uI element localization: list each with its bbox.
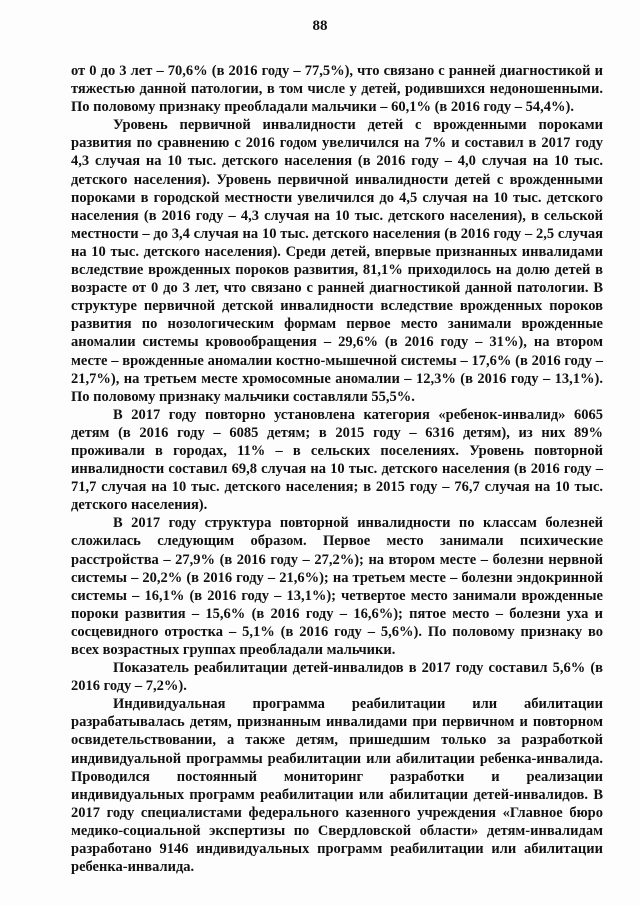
paragraph-repeat-disability: В 2017 году повторно установлена категория «ребенок-инвалид» 6065 детям (в 2016 году – 6085 детям; в 2015 году – 6316 детям), из них 89% проживали в городах, 11% – в сельских поселениях. Уровень повторной инвалидности составил 69,8 случая на 10 тыс. детского населения (в 2016 году – 71,7 случая на 10 тыс. детского населения; в 2015 году – 76,7 случая на 10 тыс. детского населения). bbox=[71, 406, 603, 514]
paragraph-continuation: от 0 до 3 лет – 70,6% (в 2016 году – 77,5%), что связано с ранней диагностикой и тяжестью данной патологии, в том числе у детей, родившихся недоношенными. По половому признаку преобладали мальчики – 60,1% (в 2016 году – 54,4%). bbox=[71, 63, 603, 116]
paragraph-rehabilitation-rate: Показатель реабилитации детей-инвалидов в 2017 году составил 5,6% (в 2016 году – 7,2%). bbox=[71, 660, 603, 695]
paragraph-repeat-structure: В 2017 году структура повторной инвалидности по классам болезней сложилась следующим образом. Первое место занимали психические расстройства – 27,9% (в 2016 году – 27,2%); на втором месте – болезни нервной системы – 20,2% (в 2016 году – 21,6%); на третьем месте – болезни эндокринной системы – 16,1% (в 2016 году – 13,1%); четвертое место занимали врожденные пороки развития – 15,6% (в 2016 году – 16,6%); пятое место – болезни уха и сосцевидного отростка – 5,1% (в 2016 году – 5,6%). По половому признаку во всех возрастных группах преобладали мальчики. bbox=[71, 515, 603, 658]
page-number: 88 bbox=[312, 18, 328, 34]
paragraph-individual-programs: Индивидуальная программа реабилитации или абилитации разрабатывалась детям, признанным инвалидами при первичном и повторном освидетельствовании, а также детям, пришедшим только за разработкой индивидуальной программы реабилитации или абилитации ребенка-инвалида. Проводился постоянный мониторинг разработки и реализации индивидуальных программ реабилитации или абилитации детей-инвалидов. В 2017 году специалистами федерального казенного учреждения «Главное бюро медико-социальной экспертизы по Свердловской области» детям-инвалидам разработано 9146 индивидуальных программ реабилитации или абилитации ребенка-инвалида. bbox=[71, 696, 603, 876]
paragraph-congenital-anomalies: Уровень первичной инвалидности детей с врожденными пороками развития по сравнению с 2016 годом увеличился на 7% и составил в 2017 году 4,3 случая на 10 тыс. детского населения (в 2016 году – 4,0 случая на 10 тыс. детского населения). Уровень первичной инвалидности детей с врожденными пороками в городской местности увеличился до 4,5 случая на 10 тыс. детского населения (в 2016 году – 4,3 случая на 10 тыс. детского населения), в сельской местности – до 3,4 случая на 10 тыс. детского населения (в 2016 году – 2,5 случая на 10 тыс. детского населения). Среди детей, впервые признанных инвалидами вследствие врожденных пороков развития, 81,1% приходилось на долю детей в возрасте от 0 до 3 лет, что связано с ранней диагностикой данной патологии. В структуре первичной детской инвалидности вследствие врожденных пороков развития по нозологическим формам первое место занимали врожденные аномалии системы кровообращения – 29,6% (в 2016 году – 31%), на втором месте – врожденные аномалии костно-мышечной системы – 17,6% (в 2016 году – 21,7%), на третьем месте хромосомные аномалии – 12,3% (в 2016 году – 13,1%). По половому признаку мальчики составляли 55,5%. bbox=[71, 117, 603, 405]
body-text bbox=[71, 62, 603, 876]
